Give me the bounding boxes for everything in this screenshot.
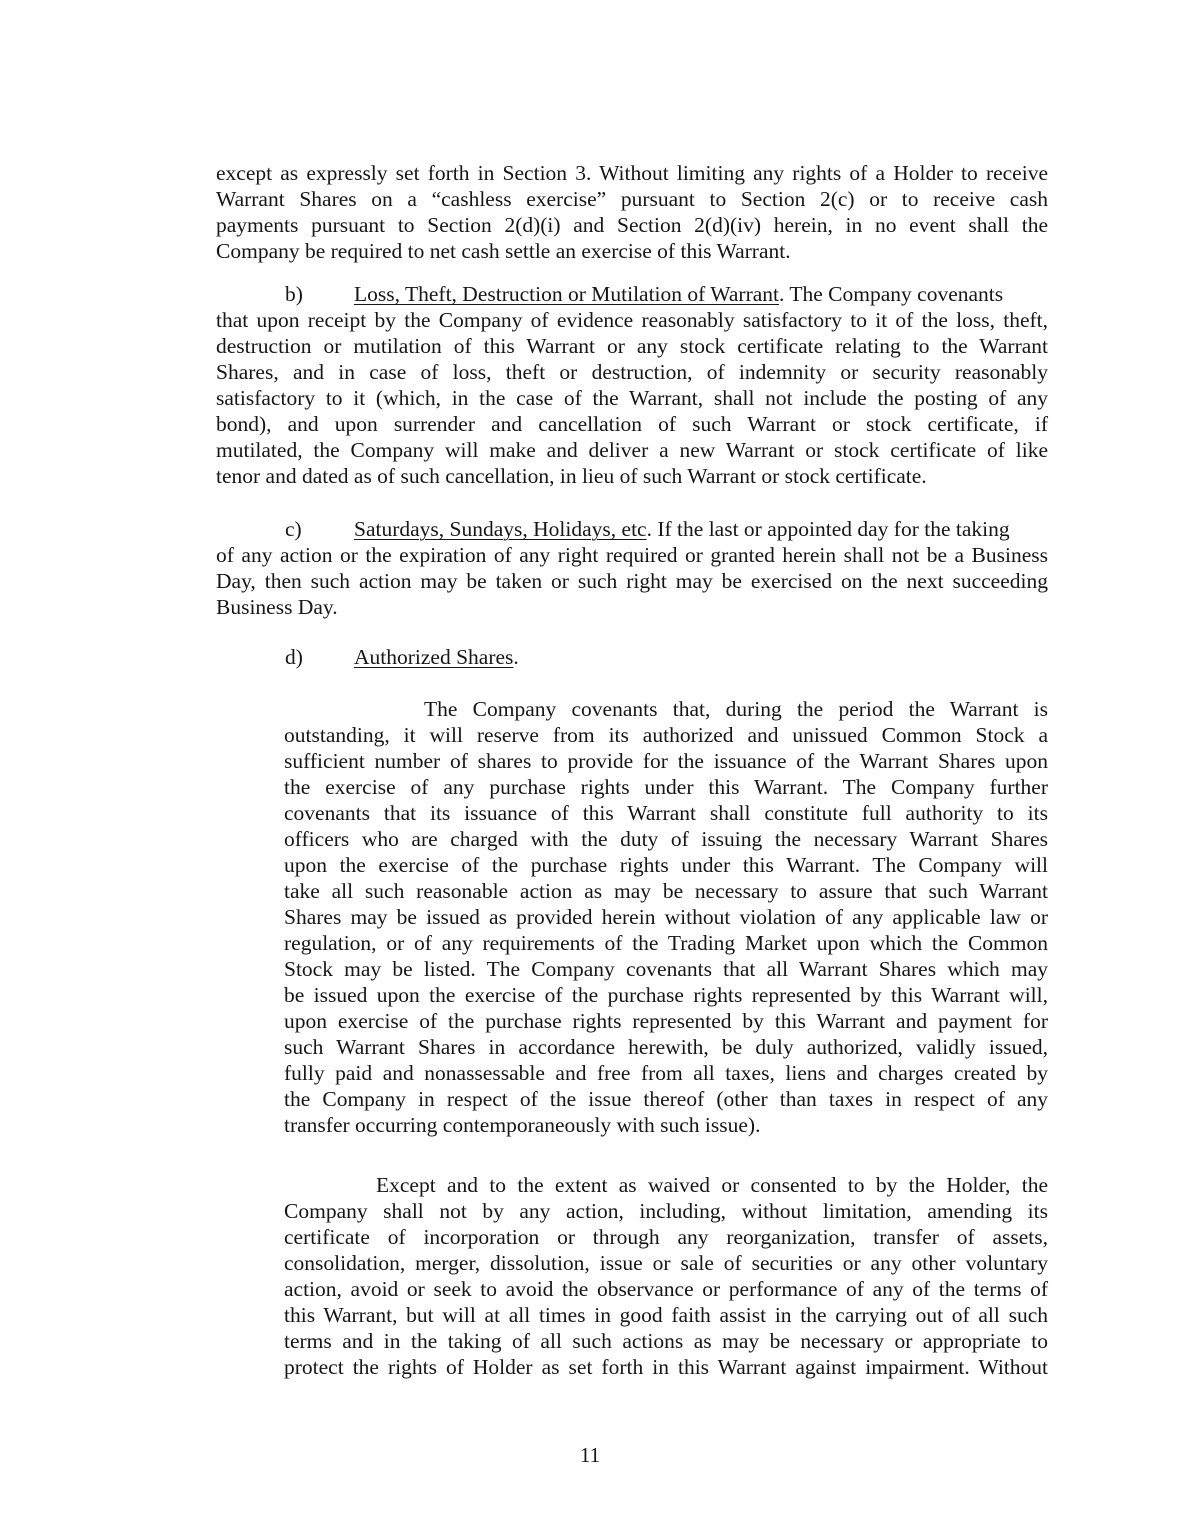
text-line: Shares, and in case of loss, theft or destruction, of indemnity or security reasonably [216,360,1048,384]
section-d-heading-line [285,644,885,670]
text-line: this Warrant, but will at all times in good faith assist in the carrying out of all such [284,1303,1048,1327]
section-d-paragraph-2 [284,1172,1048,1380]
text-line: transfer occurring contemporaneously with such issue). [284,1113,761,1137]
text-line: that upon receipt by the Company of evidence reasonably satisfactory to it of the loss, theft, [216,308,1048,332]
text-line: consolidation, merger, dissolution, issue or sale of securities or any other voluntary [284,1251,1048,1275]
page-number: 11 [579,1443,601,1467]
text-line: action, avoid or seek to avoid the observance or performance of any of the terms of [284,1277,1048,1301]
text-line: Company shall not by any action, including, without limitation, amending its [284,1199,1048,1223]
section-c-heading: Saturdays, Sundays, Holidays, etc [354,517,647,541]
text-line: The Company covenants that, during the period the Warrant is [424,697,1048,721]
text-line: Except and to the extent as waived or consented to by the Holder, the [376,1173,1048,1197]
section-d-label: d) [285,645,303,669]
text-line: Day, then such action may be taken or such right may be exercised on the next succeeding [216,569,1048,593]
text-line: Business Day. [216,595,338,619]
text-line: Company be required to net cash settle an exercise of this Warrant. [216,239,791,263]
text-line: of any action or the expiration of any right required or granted herein shall not be a Business [216,543,1048,567]
section-c [216,516,1048,620]
section-b-first-line-rest: . The Company covenants [779,282,1004,306]
text-line: payments pursuant to Section 2(d)(i) and Section 2(d)(iv) herein, in no event shall the [216,213,1048,237]
section-d-paragraph-1 [284,696,1048,1138]
text-line: except as expressly set forth in Section 3. Without limiting any rights of a Holder to receive [216,161,1048,185]
text-line: terms and in the taking of all such actions as may be necessary or appropriate to [284,1329,1048,1353]
text-line: the Company in respect of the issue thereof (other than taxes in respect of any [284,1087,1048,1111]
text-line: Stock may be listed. The Company covenants that all Warrant Shares which may [284,957,1048,981]
text-line: certificate of incorporation or through any reorganization, transfer of assets, [284,1225,1048,1249]
section-d-heading-suffix: . [513,645,519,669]
section-c-label: c) [285,517,302,541]
text-line: the exercise of any purchase rights under this Warrant. The Company further [284,775,1048,799]
text-line: covenants that its issuance of this Warrant shall constitute full authority to its [284,801,1048,825]
section-b-label: b) [285,282,303,306]
text-line: Warrant Shares on a “cashless exercise” pursuant to Section 2(c) or to receive cash [216,187,1048,211]
text-line: bond), and upon surrender and cancellation of such Warrant or stock certificate, if [216,412,1048,436]
text-line: such Warrant Shares in accordance herewith, be duly authorized, validly issued, [284,1035,1048,1059]
text-line: officers who are charged with the duty of issuing the necessary Warrant Shares [284,827,1048,851]
section-b [216,281,1048,489]
section-c-first-line [216,516,1048,542]
text-line: sufficient number of shares to provide for the issuance of the Warrant Shares upon [284,749,1048,773]
text-line: destruction or mutilation of this Warrant or any stock certificate relating to the Warrant [216,334,1048,358]
section-c-first-line-rest: . If the last or appointed day for the taking [646,517,1010,541]
text-line: upon exercise of the purchase rights represented by this Warrant and payment for [284,1009,1048,1033]
text-line: upon the exercise of the purchase rights under this Warrant. The Company will [284,853,1048,877]
section-b-first-line [216,281,1048,307]
intro-paragraph [216,160,1048,264]
section-d-heading: Authorized Shares [354,645,514,669]
text-line: take all such reasonable action as may be necessary to assure that such Warrant [284,879,1048,903]
text-line: fully paid and nonassessable and free from all taxes, liens and charges created by [284,1061,1048,1085]
text-line: Shares may be issued as provided herein without violation of any applicable law or [284,905,1048,929]
text-line: mutilated, the Company will make and deliver a new Warrant or stock certificate of like [216,438,1048,462]
text-line: satisfactory to it (which, in the case of the Warrant, shall not include the posting of any [216,386,1048,410]
text-line: outstanding, it will reserve from its authorized and unissued Common Stock a [284,723,1048,747]
text-line: regulation, or of any requirements of the Trading Market upon which the Common [284,931,1048,955]
text-line: be issued upon the exercise of the purchase rights represented by this Warrant will, [284,983,1048,1007]
text-line: tenor and dated as of such cancellation, in lieu of such Warrant or stock certificate. [216,464,927,488]
section-b-heading: Loss, Theft, Destruction or Mutilation of Warrant [354,282,780,306]
text-line: protect the rights of Holder as set forth in this Warrant against impairment. Without [284,1355,1048,1379]
